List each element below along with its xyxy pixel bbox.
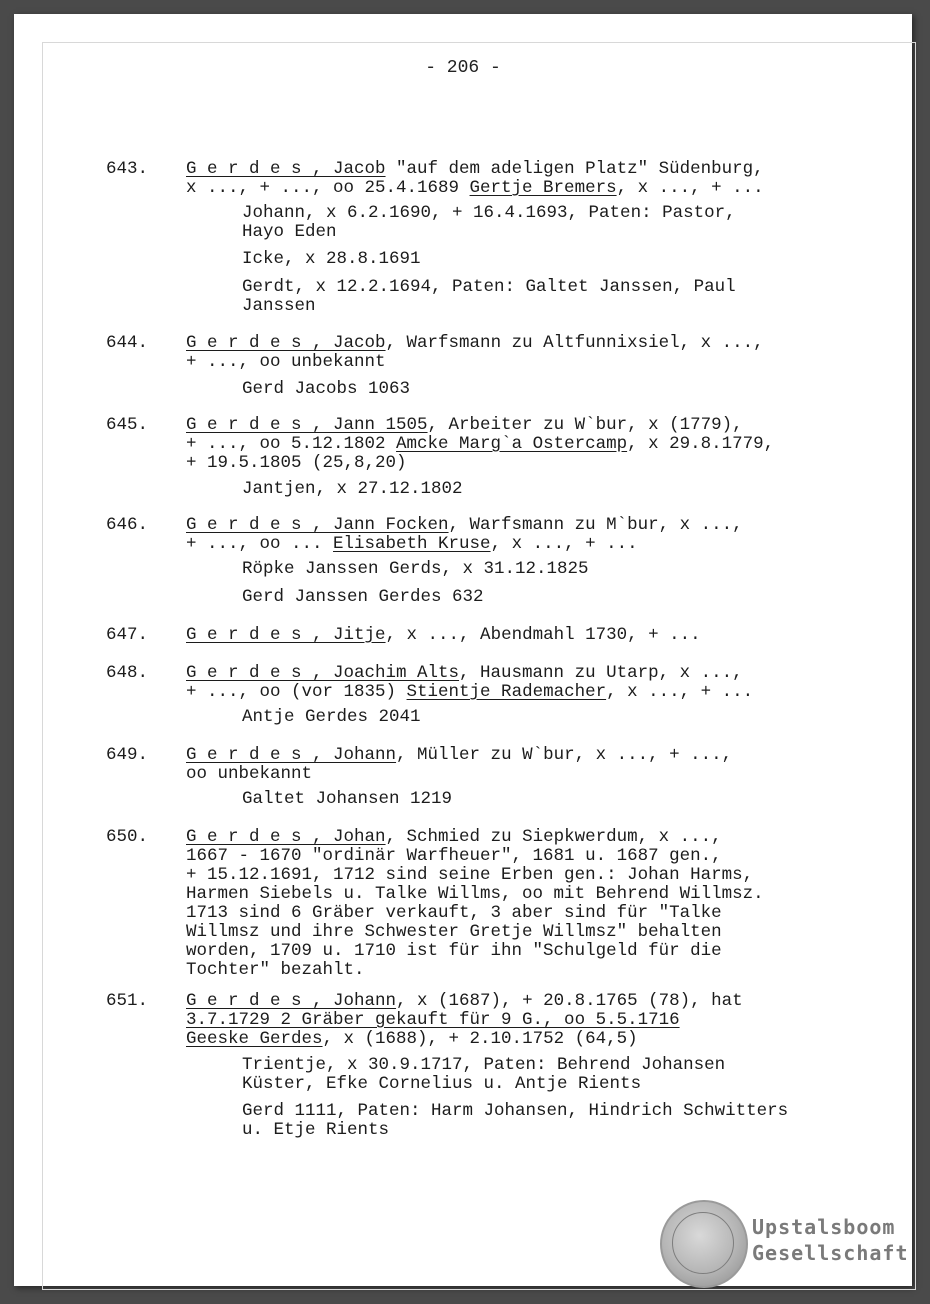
- entry-number: 651.: [106, 991, 149, 1011]
- entry-head: [186, 516, 866, 554]
- entry-text: Tochter" bezahlt.: [186, 960, 365, 980]
- person-name: G e r d e s , Jann Focken: [186, 515, 449, 535]
- entry-text: worden, 1709 u. 1710 ist für ihn "Schulgeld für die: [186, 941, 722, 961]
- entry-text: Harmen Siebels u. Talke Willms, oo mit Behrend Willmsz.: [186, 884, 764, 904]
- spouse-name: Amcke Marg`a Ostercamp: [396, 434, 628, 454]
- child-entry: Trientje, x 30.9.1717, Paten: Behrend Johansen Küster, Efke Cornelius u. Antje Rients: [242, 1055, 726, 1094]
- person-name: G e r d e s , Johann: [186, 745, 397, 765]
- society-logo-text: [752, 1214, 909, 1266]
- person-name: G e r d e s , Johan: [186, 827, 386, 847]
- seal-ring: [672, 1212, 734, 1274]
- entries-list: [14, 14, 912, 1286]
- child-entry: Antje Gerdes 2041: [242, 707, 421, 727]
- entry-text: Willmsz und ihre Schwester Gretje Willmsz" behalten: [186, 922, 722, 942]
- entry-text: + ..., oo ...: [186, 534, 334, 554]
- spouse-name: Stientje Rademacher: [406, 682, 607, 702]
- person-name: G e r d e s , Jann 1505: [186, 415, 428, 435]
- child-entry: Gerdt, x 12.2.1694, Paten: Galtet Janssen, Paul Janssen: [242, 277, 736, 316]
- child-entry: Galtet Johansen 1219: [242, 789, 453, 809]
- entry-number: 647.: [106, 625, 149, 645]
- child-entry: Icke, x 28.8.1691: [242, 249, 421, 269]
- entry-head: [186, 664, 866, 702]
- entry-text: x ..., + ..., oo 25.4.1689: [186, 178, 470, 198]
- entry-number: 648.: [106, 663, 149, 683]
- child-entry: Gerd Janssen Gerdes 632: [242, 587, 484, 607]
- entry-head: [186, 160, 866, 198]
- entry-text: , Schmied zu Siepkwerdum, x ...,: [385, 827, 722, 847]
- person-name: G e r d e s , Joachim Alts: [186, 663, 460, 683]
- logo-line: Upstalsboom: [752, 1215, 896, 1239]
- entry-number: 650.: [106, 827, 149, 847]
- page-number: - 206 -: [425, 58, 501, 78]
- entry-head: [186, 626, 866, 645]
- entry-number: 645.: [106, 415, 149, 435]
- entry-head: [186, 746, 866, 784]
- entry-text: , x ..., + ...: [616, 178, 764, 198]
- entry-text: "auf dem adeligen Platz" Südenburg,: [385, 159, 764, 179]
- logo-line: Gesellschaft: [752, 1241, 909, 1265]
- entry-head: [186, 992, 866, 1049]
- child-entry: Gerd Jacobs 1063: [242, 379, 411, 399]
- entry-head: [186, 334, 866, 372]
- child-entry: Jantjen, x 27.12.1802: [242, 479, 463, 499]
- person-name: G e r d e s , Johann: [186, 991, 397, 1011]
- child-entry: Röpke Janssen Gerds, x 31.12.1825: [242, 559, 589, 579]
- entry-text: , x ..., Abendmahl 1730, + ...: [385, 625, 701, 645]
- entry-text: + 15.12.1691, 1712 sind seine Erben gen.: Johan Harms,: [186, 865, 754, 885]
- spouse-name: Elisabeth Kruse: [333, 534, 491, 554]
- entry-text: + ..., oo (vor 1835): [186, 682, 407, 702]
- entry-text: , Müller zu W`bur, x ..., + ...,: [396, 745, 733, 765]
- entry-text: 3.7.1729 2 Gräber gekauft für 9 G., oo 5.5.1716: [186, 1010, 680, 1030]
- entry-number: 644.: [106, 333, 149, 353]
- document-page: [14, 14, 912, 1286]
- person-name: G e r d e s , Jitje: [186, 625, 386, 645]
- entry-text: , x ..., + ...: [606, 682, 754, 702]
- entry-text: , Warfsmann zu M`bur, x ...,: [448, 515, 743, 535]
- entry-text: , x (1688), + 2.10.1752 (64,5): [322, 1029, 638, 1049]
- entry-number: 643.: [106, 159, 149, 179]
- entry-head: [186, 416, 866, 473]
- entry-text: , Hausmann zu Utarp, x ...,: [459, 663, 743, 683]
- entry-text: + ..., oo 5.12.1802: [186, 434, 397, 454]
- entry-text: oo unbekannt: [186, 764, 313, 784]
- entry-number: 649.: [106, 745, 149, 765]
- entry-text: + 19.5.1805 (25,8,20): [186, 453, 407, 473]
- person-name: G e r d e s , Jacob: [186, 333, 386, 353]
- entry-text: + ..., oo unbekannt: [186, 352, 386, 372]
- entry-text: , x ..., + ...: [490, 534, 638, 554]
- entry-text: 1667 - 1670 "ordinär Warfheuer", 1681 u. 1687 gen.,: [186, 846, 722, 866]
- child-entry: Gerd 1111, Paten: Harm Johansen, Hindrich Schwitters u. Etje Rients: [242, 1101, 789, 1140]
- entry-text: , x 29.8.1779,: [627, 434, 775, 454]
- person-name: G e r d e s , Jacob: [186, 159, 386, 179]
- spouse-name: Gertje Bremers: [469, 178, 617, 198]
- entry-text: 1713 sind 6 Gräber verkauft, 3 aber sind für "Talke: [186, 903, 722, 923]
- entry-number: 646.: [106, 515, 149, 535]
- spouse-name: Geeske Gerdes: [186, 1029, 323, 1049]
- entry-text: , x (1687), + 20.8.1765 (78), hat: [396, 991, 743, 1011]
- entry-head: [186, 828, 866, 980]
- entry-text: , Arbeiter zu W`bur, x (1779),: [427, 415, 743, 435]
- seal-logo-icon: [660, 1200, 748, 1288]
- child-entry: Johann, x 6.2.1690, + 16.4.1693, Paten: Pastor, Hayo Eden: [242, 203, 736, 242]
- entry-text: , Warfsmann zu Altfunnixsiel, x ...,: [385, 333, 764, 353]
